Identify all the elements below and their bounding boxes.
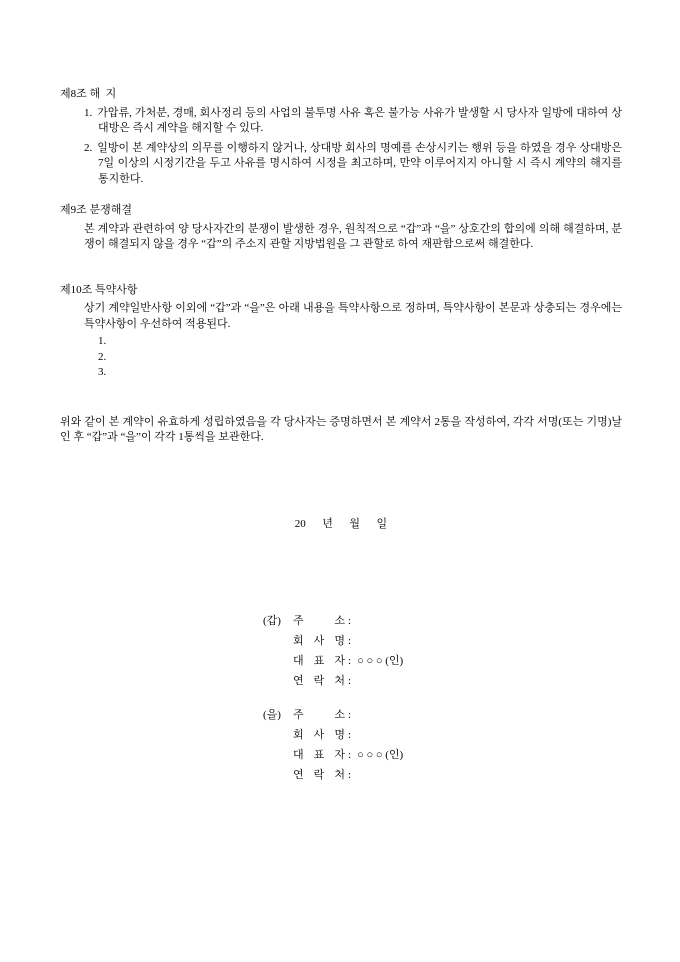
gap-representative-seal-value: ○ ○ ○ (인): [357, 655, 404, 667]
date-line: 20 년 월 일: [294, 517, 388, 530]
gap-representative-row: [293, 654, 403, 670]
gap-address-label: 주 소: [293, 615, 345, 627]
article-10-section: [60, 283, 622, 381]
special-terms-item-3: 3.: [98, 366, 107, 378]
article-9-heading: 제9조 분쟁해결: [60, 204, 133, 216]
special-terms-list: [98, 334, 622, 381]
article-9-section: [60, 203, 622, 253]
party-eul-block: [263, 708, 622, 784]
signature-area: [60, 614, 622, 783]
gap-company-name-row: [293, 634, 403, 650]
clause-1-text: 가압류, 가처분, 경매, 회사정리 등의 사업의 불투명 사유 혹은 불가능 사유가 발생할 시 당사자 일방에 대하여 상대방은 즉시 계약을 해지할 수 있다.: [97, 106, 622, 134]
party-gap-block: [263, 614, 622, 690]
colon: :: [348, 748, 352, 761]
gap-contact-label: 연 락 처: [293, 675, 345, 687]
party-gap-fields: [293, 614, 403, 690]
colon: :: [348, 615, 352, 627]
article-8-clause-2: [84, 141, 622, 188]
special-terms-item-2: 2.: [98, 350, 107, 363]
eul-contact-label: 연 락 처: [293, 768, 345, 781]
eul-contact-row: [293, 768, 403, 784]
party-eul-fields: [293, 708, 403, 784]
colon: :: [348, 655, 352, 667]
colon: :: [348, 675, 352, 687]
colon: :: [348, 635, 352, 647]
gap-contact-row: [293, 674, 403, 690]
party-eul-label: (을): [263, 708, 281, 721]
colon: :: [348, 768, 352, 781]
gap-address-row: [293, 614, 403, 630]
eul-representative-label: 대 표 자: [293, 748, 345, 761]
clause-1-number: 1.: [84, 106, 93, 119]
colon: :: [348, 728, 352, 741]
article-8-clause-1: [84, 106, 622, 137]
gap-company-name-label: 회 사 명: [293, 635, 345, 647]
eul-address-label: 주 소: [293, 708, 345, 721]
article-10-body: 상기 계약일반사항 이외에 “갑”과 “을”은 아래 내용을 특약사항으로 정하며, 특약사항이 본문과 상충되는 경우에는 특약사항이 우선하여 적용된다.: [84, 302, 622, 330]
eul-company-name-row: [293, 728, 403, 744]
gap-representative-label: 대 표 자: [293, 655, 345, 667]
party-gap-label: (갑): [263, 615, 281, 627]
eul-company-name-label: 회 사 명: [293, 728, 345, 741]
clause-2-text: 일방이 본 계약상의 의무를 이행하지 않거나, 상대방 회사의 명예를 손상시키는 행위 등을 하였을 경우 상대방은 7일 이상의 시정기간을 두고 사유를 명시하여 시정을 최고하며, 만약 이루어지지 아니할 시 즉시 계약의 해지를 통지한다.: [97, 141, 622, 185]
clause-2-number: 2.: [84, 141, 93, 154]
eul-representative-seal-value: ○ ○ ○ (인): [357, 748, 404, 761]
eul-representative-row: [293, 748, 403, 764]
article-8-heading: 제8조 해 지: [60, 88, 117, 100]
colon: :: [348, 708, 352, 721]
article-10-heading: 제10조 특약사항: [60, 283, 138, 296]
article-9-body: 본 계약과 관련하여 양 당사자간의 분쟁이 발생한 경우, 원칙적으로 “갑”과 “을” 상호간의 합의에 의해 해결하며, 분쟁이 해결되지 않을 경우 “갑”의 주소지 관할 지방법원을 그 관할로 하여 재판함으로써 해결한다.: [84, 222, 622, 250]
eul-address-row: [293, 708, 403, 724]
article-8-section: [60, 87, 622, 187]
closing-statement: 위와 같이 본 계약이 유효하게 성립하였음을 각 당사자는 증명하면서 본 계약서 2통을 작성하여, 각각 서명(또는 기명)날인 후 “갑”과 “을”이 각각 1통씩을 보관한다.: [60, 415, 622, 443]
special-terms-item-1: 1.: [98, 335, 107, 347]
